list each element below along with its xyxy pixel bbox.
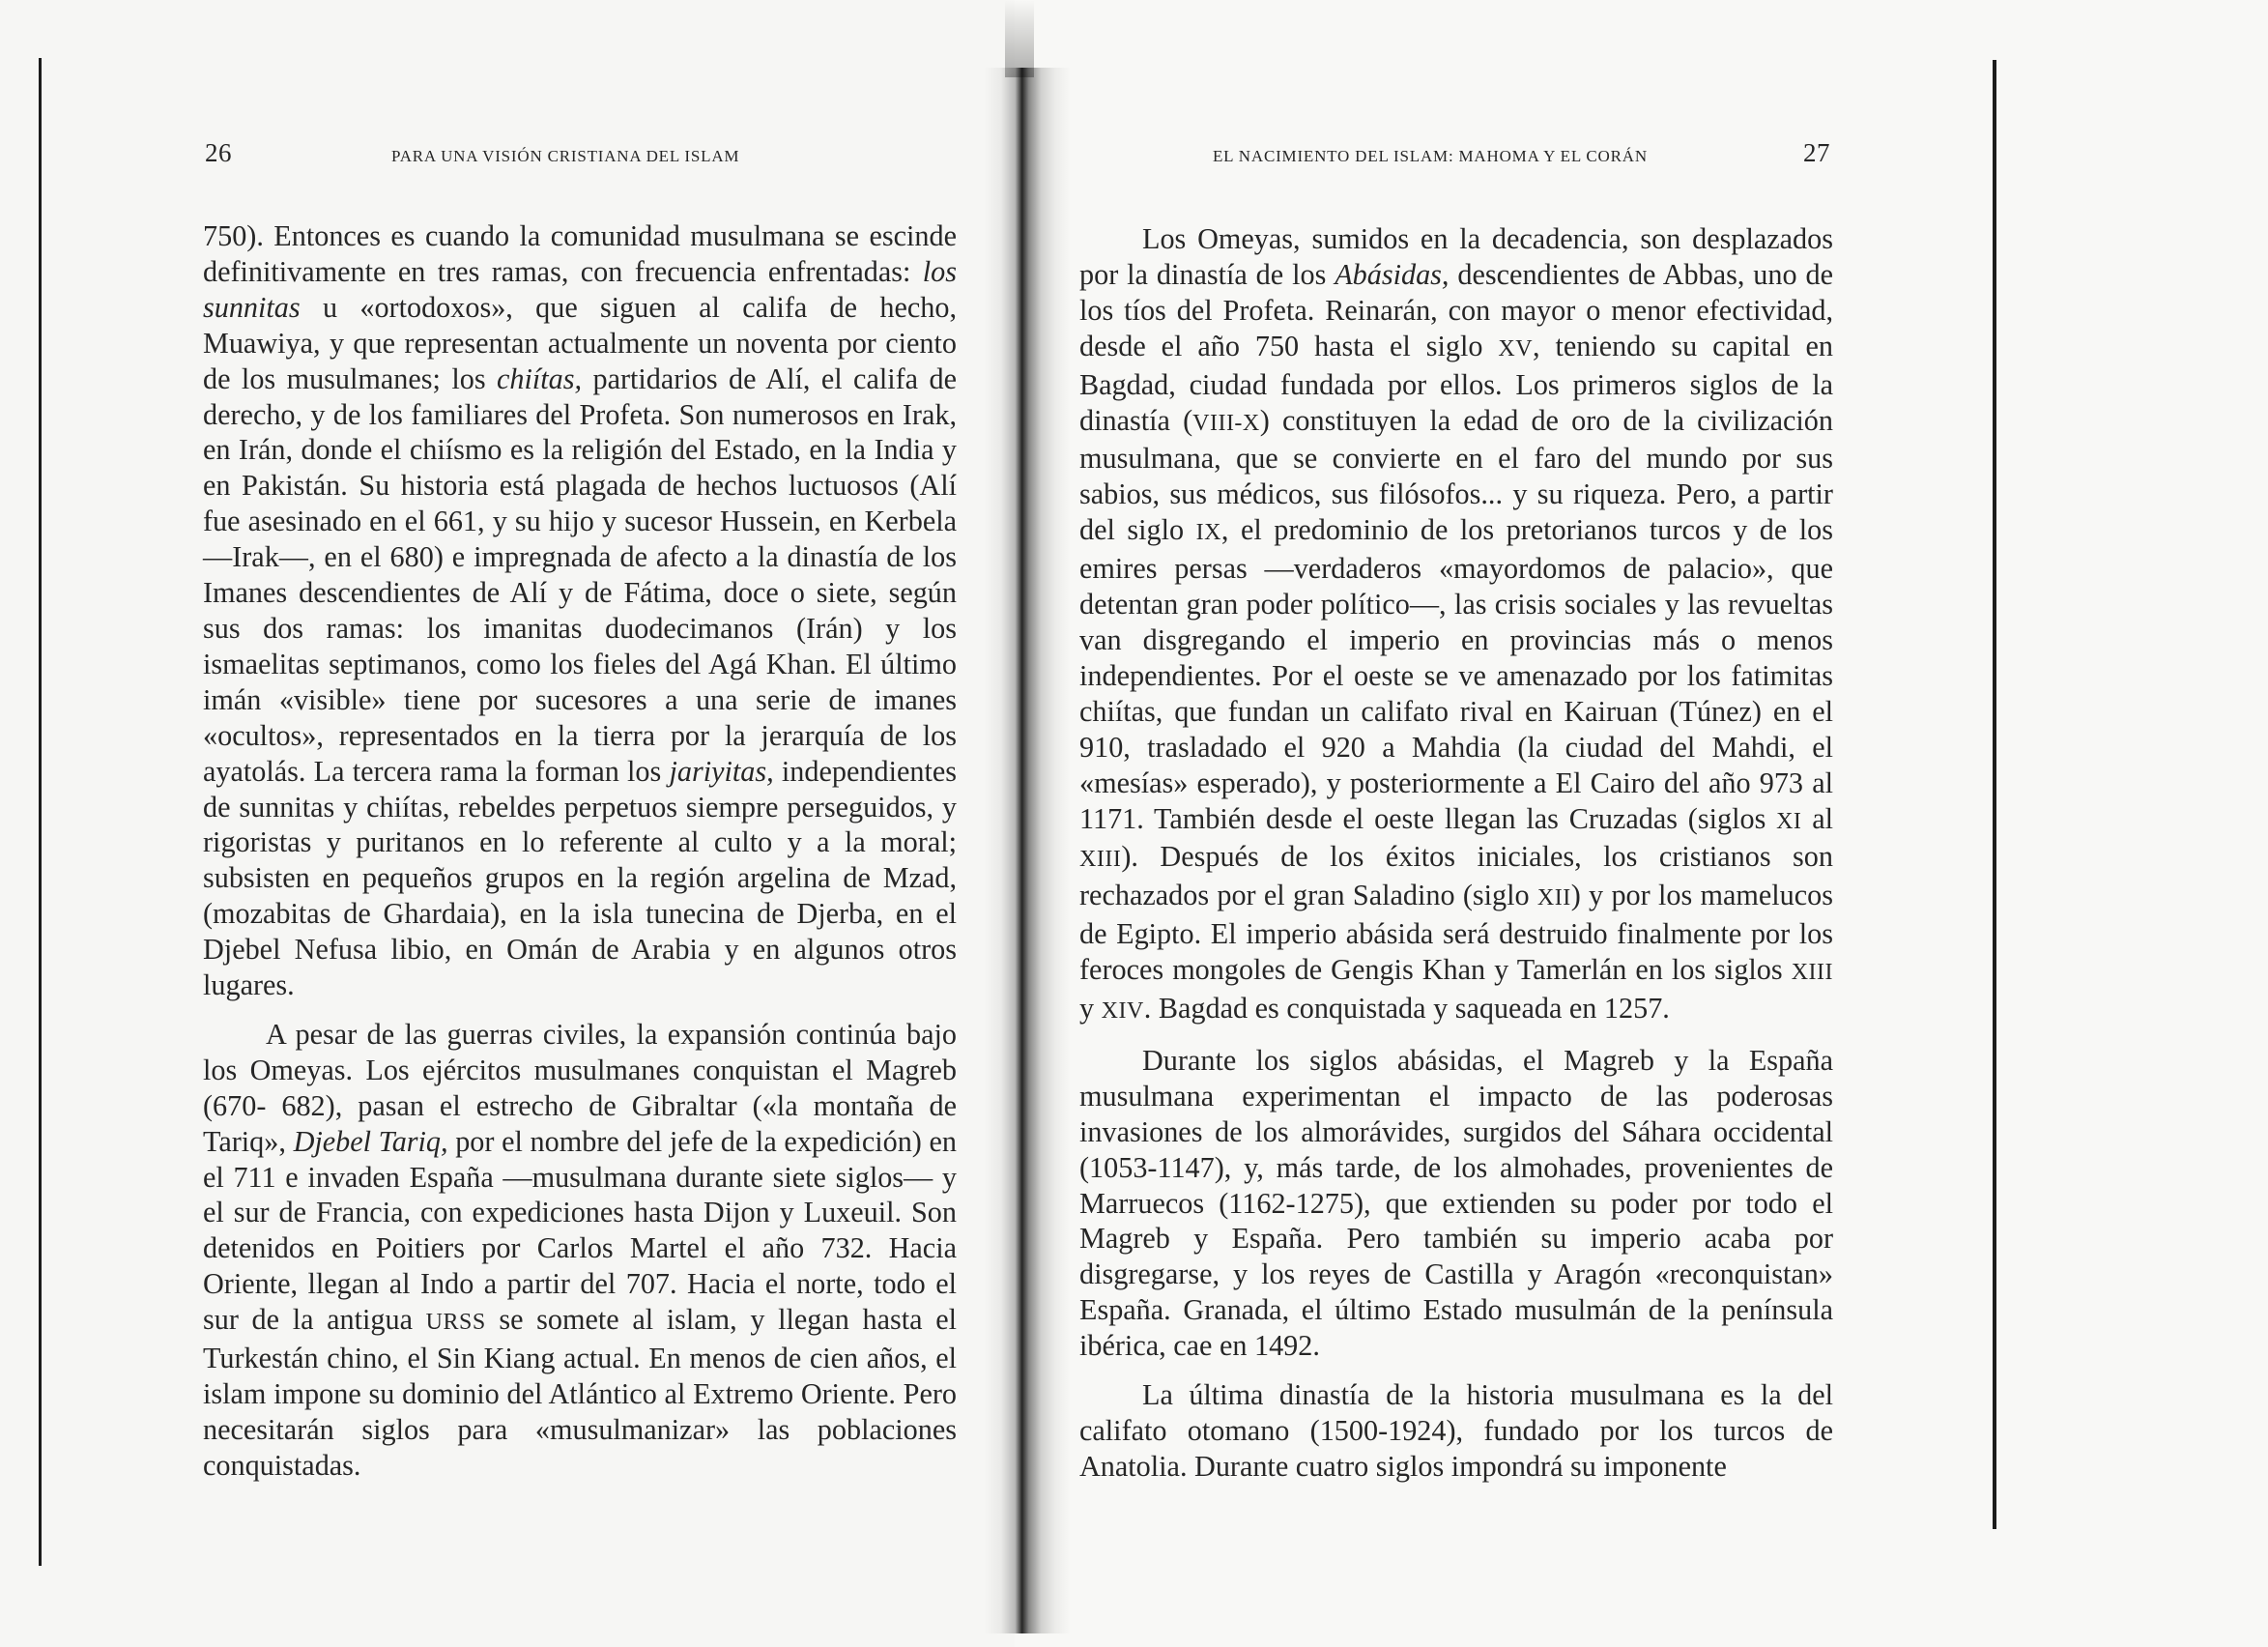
right-paragraph-3: La última dinastía de la historia musulmana es la del califato otomano (1500-1924), fundado por los turcos de Anatolia. Durante cuatro siglos impondrá su imponente	[1079, 1378, 1833, 1483]
left-running-head: PARA UNA VISIÓN CRISTIANA DEL ISLAM	[391, 147, 740, 165]
left-page	[0, 0, 1015, 1647]
right-paragraph-2: Durante los siglos abásidas, el Magreb y la España musulmana experimentan el impacto de las poderosas invasiones de los almorávides, surgidos del Sáhara occidental (1053-1147), y, más tarde, de los almohades, provenientes de Marruecos (1162-1275), que extienden su poder por todo el Magreb y España. Pero también su imperio acaba por disgregarse, y los reyes de Castilla y Aragón «reconquistan» España. Granada, el último Estado musulmán de la península ibérica, cae en 1492.	[1079, 1043, 1833, 1363]
right-running-head: EL NACIMIENTO DEL ISLAM: MAHOMA Y EL CORÁN	[1213, 147, 1648, 165]
right-page-edge	[1993, 60, 1996, 1529]
left-page-edge	[39, 58, 42, 1566]
right-paragraph-1: Los Omeyas, sumidos en la decadencia, son desplazados por la dinastía de los Abásidas, descendientes de Abbas, uno de los tíos del Profeta. Reinarán, con mayor o menor efectividad, desde el año 750 hasta el siglo XV, teniendo su capital en Bagdad, ciudad fundada por ellos. Los primeros siglos de la dinastía (VIII-X) constituyen la edad de oro de la civilización musulmana, que se convierte en el faro del mundo por sus sabios, sus médicos, sus filósofos... y su riqueza. Pero, a partir del siglo IX, el predominio de los pretorianos turcos y de los emires persas —verdaderos «mayordomos de palacio», que detentan gran poder político—, las crisis sociales y las revueltas van disgregando el imperio en provincias más o menos independientes. Por el oeste se ve amenazado por los fatimitas chiítas, que fundan un califato rival en Kairuan (Túnez) en el 910, trasladado el 920 a Mahdia (la ciudad del Mahdi, el «mesías» esperado), y posteriormente a El Cairo del año 973 al 1171. También desde el oeste llegan las Cruzadas (siglos XI al XIII). Después de los éxitos iniciales, los cristianos son rechazados por el gran Saladino (siglo XII) y por los mamelucos de Egipto. El imperio abásida será destruido finalmente por los feroces mongoles de Gengis Khan y Tamerlán en los siglos XIII y XIV. Bagdad es conquistada y saqueada en 1257.	[1079, 222, 1833, 1026]
left-paragraph-1: 750). Entonces es cuando la comunidad musulmana se escinde definitivamente en tres ramas, con frecuencia enfrentadas: los sunnitas u «ortodoxos», que siguen al califa de hecho, Muawiya, y que representan actualmente un noventa por ciento de los musulmanes; los chiítas, partidarios de Alí, el califa de derecho, y de los familiares del Profeta. Son numerosos en Irak, en Irán, donde el chiísmo es la religión del Estado, en la India y en Pakistán. Su historia está plagada de hechos luctuosos (Alí fue asesinado en el 661, y su hijo y sucesor Hussein, en Kerbela —Irak—, en el 680) e impregnada de afecto a la dinastía de los Imanes descendientes de Alí y de Fátima, doce o siete, según sus dos ramas: los imanitas duodecimanos (Irán) y los ismaelitas septimanos, como los fieles del Agá Khan. El último imán «visible» tiene por sucesores a una serie de imanes «ocultos», representados en la tierra por la jerarquía de los ayatolás. La tercera rama la forman los jariyitas, independientes de sunnitas y chiítas, rebeldes perpetuos siempre perseguidos, y rigoristas y puritanos en lo referente al culto y a la moral; subsisten en pequeños grupos en la región argelina de Mzad, (mozabitas de Ghardaia), en la isla tunecina de Djerba, en el Djebel Nefusa libio, en Omán de Arabia y en algunos otros lugares.	[203, 219, 957, 1002]
left-body-text	[203, 218, 957, 1484]
right-page-number: 27	[1803, 138, 1830, 167]
left-paragraph-2: A pesar de las guerras civiles, la expansión continúa bajo los Omeyas. Los ejércitos musulmanes conquistan el Magreb (670- 682), pasan el estrecho de Gibraltar («la montaña de Tariq», Djebel Tariq, por el nombre del jefe de la expedición) en el 711 e invaden España —musulmana durante siete siglos— y el sur de Francia, con expediciones hasta Dijon y Luxeuil. Son detenidos en Poitiers por Carlos Martel el año 732. Hacia Oriente, llegan al Indo a partir del 707. Hacia el norte, todo el sur de la antigua URSS se somete al islam, y llegan hasta el Turkestán chino, el Sin Kiang actual. En menos de cien años, el islam impone su dominio del Atlántico al Extremo Oriente. Pero necesitarán siglos para «musulmanizar» las poblaciones conquistadas.	[203, 1017, 957, 1482]
right-body-text	[1079, 221, 1833, 1485]
book-gutter-top-shadow	[1005, 0, 1034, 77]
left-page-number: 26	[205, 138, 232, 167]
book-gutter-shadow	[984, 68, 1071, 1633]
